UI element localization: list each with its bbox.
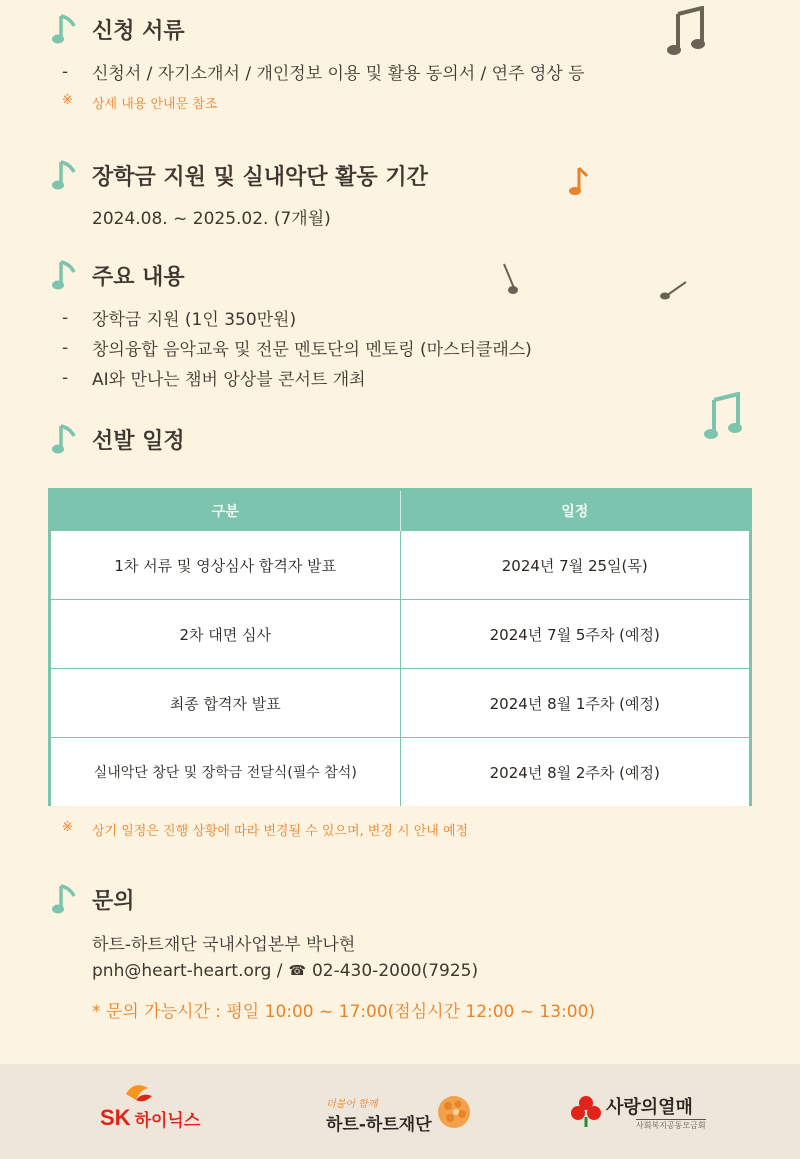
section-title-text: 신청 서류 (92, 18, 185, 44)
table-cell-date: 2024년 8월 2주차 (예정) (400, 738, 750, 806)
table-header-category: 구분 (211, 504, 239, 520)
section-title-application-docs (52, 12, 185, 46)
period-text: 2024.08. ~ 2025.02. (7개월) (92, 209, 331, 229)
community-chest-logo (570, 1064, 706, 1159)
note-mark: ※ (62, 820, 73, 835)
heart-heart-foundation-logo (326, 1064, 472, 1159)
list-dash: - (62, 61, 69, 82)
inquiry-org: 하트-하트재단 국내사업본부 박나현 (92, 935, 356, 955)
section-title-text: 선발 일정 (92, 428, 185, 454)
music-note-icon (52, 12, 82, 46)
music-note-decoration-icon (567, 166, 591, 198)
email-link[interactable]: pnh@heart-heart.org / (92, 961, 283, 981)
music-note-decoration-icon (500, 262, 522, 296)
list-item-text: 창의융합 음악교육 및 전문 멘토단의 멘토링 (마스터클래스) (92, 340, 532, 360)
table-cell-category: 실내악단 창단 및 장학금 전달식(필수 참석) (93, 765, 357, 781)
note-text: 상기 일정은 진행 상황에 따라 변경될 수 있으며, 변경 시 안내 예정 (92, 824, 469, 839)
phone-number[interactable]: 02-430-2000(7925) (311, 961, 479, 981)
section-title-schedule (52, 422, 185, 456)
love-sub: 사회복지공동모금회 (636, 1120, 706, 1130)
section-title-text: 주요 내용 (92, 264, 185, 290)
schedule-note (62, 820, 468, 839)
list-item-text: AI와 만나는 챔버 앙상블 콘서트 개최 (92, 370, 366, 390)
heart-dots-icon (436, 1094, 472, 1130)
list-item (62, 59, 585, 84)
list-dash: - (62, 337, 69, 358)
music-note-decoration-icon (666, 6, 708, 58)
list-dash: - (62, 307, 69, 328)
table-row (51, 599, 749, 668)
music-note-icon (52, 422, 82, 456)
sk-mark: SK (100, 1104, 131, 1130)
section-title-text: 장학금 지원 및 실내악단 활동 기간 (92, 164, 428, 190)
music-note-icon (52, 158, 82, 192)
music-note-icon (52, 882, 82, 916)
table-cell-date: 2024년 8월 1주차 (예정) (400, 669, 750, 737)
list-item (62, 305, 296, 330)
sk-name: 하이닉스 (134, 1111, 201, 1131)
table-row (51, 737, 749, 806)
note-mark: ※ (62, 93, 73, 108)
sk-hynix-logo (100, 1064, 200, 1159)
sk-butterfly-icon (120, 1078, 154, 1112)
schedule-table (48, 488, 752, 806)
table-cell-category: 1차 서류 및 영상심사 합격자 발표 (114, 556, 337, 575)
red-fruit-icon (570, 1095, 602, 1129)
table-header-row (51, 491, 749, 531)
table-row (51, 668, 749, 737)
list-item-text: 신청서 / 자기소개서 / 개인정보 이용 및 활용 동의서 / 연주 영상 등 (92, 64, 585, 84)
list-item-text: 장학금 지원 (1인 350만원) (92, 310, 297, 330)
table-cell-category: 최종 합격자 발표 (169, 694, 281, 713)
table-cell-date: 2024년 7월 5주차 (예정) (400, 600, 750, 668)
footer-logos (0, 1064, 800, 1159)
section-title-contents (52, 258, 185, 292)
section-title-inquiry (52, 882, 135, 916)
heart-name: 하트-하트재단 (326, 1114, 432, 1135)
list-dash: - (62, 367, 69, 388)
list-item (62, 335, 532, 360)
music-note-icon (52, 258, 82, 292)
table-cell-category: 2차 대면 심사 (179, 625, 272, 644)
phone-icon: ☎ (288, 963, 306, 979)
heart-tagline: 더불어 함께 (326, 1098, 378, 1110)
section-title-period (52, 158, 428, 192)
reference-note (62, 93, 217, 112)
music-note-decoration-icon (704, 392, 744, 442)
table-row (51, 531, 749, 599)
love-name: 사랑의열매 (606, 1096, 693, 1118)
section-title-text: 문의 (92, 888, 135, 914)
note-text: 상세 내용 안내문 참조 (92, 97, 218, 112)
table-cell-date: 2024년 7월 25일(목) (400, 531, 750, 599)
list-item (62, 365, 366, 390)
inquiry-contact (92, 961, 478, 981)
inquiry-hours: * 문의 가능시간 : 평일 10:00 ~ 17:00(점심시간 12:00 ~ 13:00) (92, 1002, 596, 1022)
table-header-schedule: 일정 (400, 491, 750, 531)
music-note-decoration-icon (658, 280, 688, 302)
